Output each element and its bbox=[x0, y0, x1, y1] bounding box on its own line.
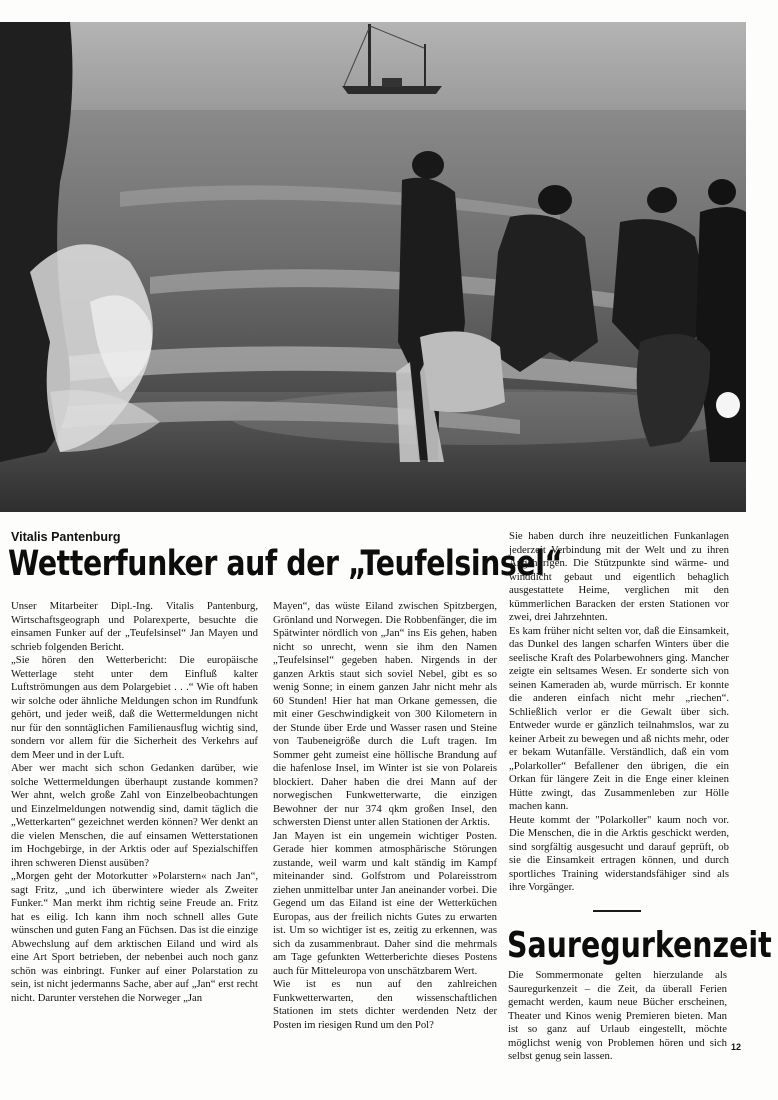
float-buoy bbox=[716, 392, 740, 418]
article-headline: Wetterfunker auf der „Teufelsinsel“ bbox=[8, 544, 563, 584]
paragraph: Heute kommt der "Polarkoller" kaum noch vor. Die Menschen, die in die Arktis geschickt werden, sind sorgfältig ausgesucht und darauf geprüft, ob sie die Einsamkeit ertragen können, und durch sportliches Training widerstandsfähiger sind als ihre Vorgänger. bbox=[509, 813, 729, 893]
page-number: 12 bbox=[731, 1042, 742, 1052]
paragraph: Sie haben durch ihre neuzeitlichen Funkanlagen jederzeit Verbindung mit der Welt und zu ihren Angehörigen. Die Stützpunkte sind wärme- und winddicht gebaut und eigentlich behaglich ausgestattete Heime, verglichen mit den kümmerlichen Baracken der ersten Stationen vor zwei, drei Jahrzehnten. bbox=[509, 530, 729, 623]
paragraph: Es kam früher nicht selten vor, daß die Einsamkeit, das Dunkel des langen scharfen Winters über die seelische Kraft des Polarbewohners ging. Mancher zeigte ein seltsames Wesen. Er sonderte sich von seinen Kameraden ab, wurde mürrisch. Er konnte die anderen einfach nicht mehr „riechen“. Schließlich verlor er die Gewalt über sich. Entweder wurde er gänzlich teilnahmslos, war zu keiner Arbeit zu bewegen und aß nichts mehr, oder er bekam Wutanfälle. Verständlich, daß ein vom „Polarkoller“ Befallener den übrigen, die ein Orkan für längere Zeit in die Enge einer kleinen Hütte zwingt, das Zusammenleben zur Hölle machen kann. bbox=[509, 624, 729, 812]
paragraph: Wie ist es nun auf den zahlreichen Funkwetterwarten, den wissenschaftlichen Stationen im stets dichter werdenden Netz der Posten im riesigen Rund um den Pol? bbox=[273, 978, 497, 1031]
article-column-3 bbox=[509, 530, 729, 895]
paragraph: „Sie hören den Wetterbericht: Die europäische Wetterlage steht unter dem Einfluß kalter Luftströmungen aus dem Polargebiet . . .“ Wie oft haben wir solche oder ähnliche Meldungen schon im Rundfunk gehört, und jeder weiß, daß die Wettermeldungen nicht nur für den sonntäglichen Familienausflug wichtig sind, sondern vor allem für die Sicherheit des Verkehrs auf dem Meer und in der Luft. bbox=[11, 654, 258, 761]
paragraph: Unser Mitarbeiter Dipl.-Ing. Vitalis Pantenburg, Wirtschaftsgeograph und Polarexperte, besuchte die einsamen Funker auf der „Teufelsinsel“ Jan Mayen und schrieb folgenden Bericht. bbox=[11, 600, 258, 653]
paragraph: Aber wer macht sich schon Gedanken darüber, wie solche Wettermeldungen überhaupt zustande kommen? Wer ahnt, welch große Zahl von Einzelbeobachtungen und Einzelmeldungen notwendig sind, damit täglich die „Wetterkarten“ gezeichnet werden können? Wer denkt an die vielen Menschen, die auf einsamen Wetterstationen im Hochgebirge, in der Arktis oder auf Spezialschiffen ihren schweren Dienst ausüben? bbox=[11, 762, 258, 869]
sea-rescue-photo bbox=[0, 22, 746, 512]
sidebar-column bbox=[508, 969, 727, 1064]
section-divider bbox=[593, 910, 641, 912]
article-column-2 bbox=[273, 600, 497, 1032]
bundle bbox=[420, 331, 505, 412]
paragraph: Die Sommermonate gelten hierzulande als Sauregurkenzeit – die Zeit, da überall Ferien gemacht werden, kaum neue Bücher erscheinen, Theater und Kinos wenig Premieren bieten. Man ist so ganz auf Urlaub eingestellt, möchte möglichst wenig von Problemen hören und sich selbst genug sein lassen. bbox=[508, 969, 727, 1062]
article-column-1 bbox=[11, 600, 258, 1005]
paragraph: „Morgen geht der Motorkutter »Polarstern« nach Jan“, sagt Fritz, „und ich überwintere wieder als Zweiter Funker.“ Man merkt ihm richtig seine Freude an. Fritz hat es eilig. Ich kann ihm noch schnell alles Gute wünschen und guten Fang an Füchsen. Das ist die einzige Abwechslung auf dem arktischen Eiland und wird als eine Art Sport betrieben, der nebenbei auch noch ganz schön was einbringt. Funker auf einer Polarstation zu sein, ist nicht jedermanns Sache, aber auf „Jan“ erst recht nicht. Darunter verstehen die Norweger „Jan bbox=[11, 870, 258, 1004]
paragraph: Mayen“, das wüste Eiland zwischen Spitzbergen, Grönland und Norwegen. Die Robbenfänger, die im Spätwinter nördlich von „Jan“ ins Eis gehen, haben nicht so unrecht, wenn sie ihm den Namen „Teufelsinsel“ gegeben haben. Nirgends in der ganzen Arktis staut sich soviel Nebel, gibt es so wenig Sonne; in einem ganzen Jahr nicht mehr als 60 Stunden! Hier hat man Orkane gemessen, die mit einer Geschwindigkeit von 300 Kilometern in der Stunde über Erde und Wasser rasen und Steine von Taubeneigröße durch die Luft tragen. Im Sommer geht zumeist eine höllische Brandung auf die hafenlose Insel, im Winter ist sie von Polareis blockiert. Daher haben die drei Mann auf der norwegischen Funkwetterwarte, die einzigen Bewohner der nur 374 qkm großen Insel, den schwersten Dienst unter allen Stationen der Arktis. bbox=[273, 600, 497, 828]
author-byline: Vitalis Pantenburg bbox=[11, 530, 121, 544]
paragraph: Jan Mayen ist ein ungemein wichtiger Posten. Gerade hier kommen atmosphärische Störungen zustande, weil warm und kalt ständig im Kampf miteinander sind. Golfstrom und Polareisstrom ziehen unmittelbar unter Jan aneinander vorbei. Die Gegend um das Eiland ist eine der Wetterküchen Europas, aus der freilich nichts Gutes zu erwarten ist. Um so wichtiger ist es, zeitig zu erkennen, was sich da zusammenbraut. Daher sind die mehrmals am Tage gefunkten Wetterberichte dieses Postens auch für Mitteleuropa von unschätzbarem Wert. bbox=[273, 829, 497, 977]
sidebar-headline: Sauregurkenzeit bbox=[507, 925, 772, 966]
cover-photo bbox=[0, 22, 746, 512]
